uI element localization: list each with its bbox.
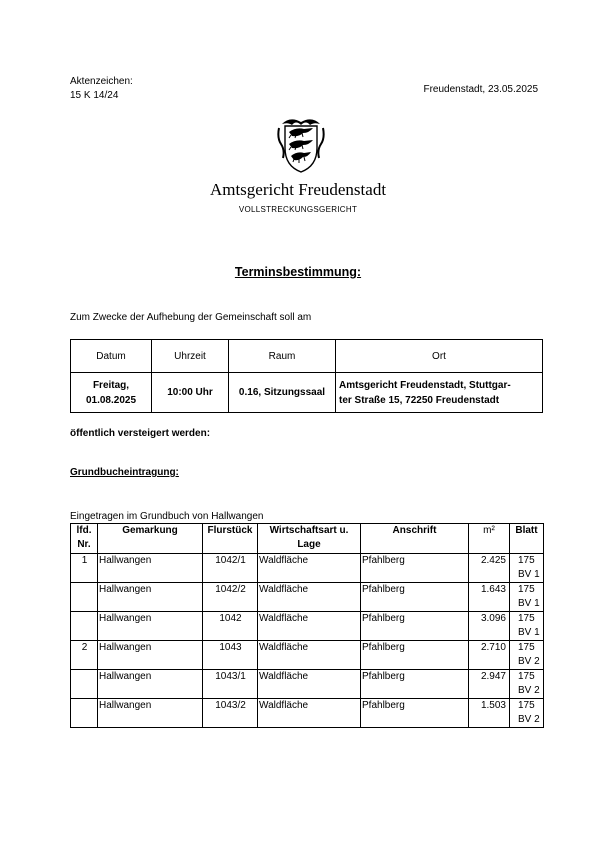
grundbuch-heading: Grundbucheintragung: — [70, 467, 179, 478]
blatt-line-2: BV 2 — [518, 656, 540, 667]
header-raum: Raum — [229, 340, 336, 373]
document-title: Terminsbestimmung: — [234, 265, 362, 279]
cell-blatt — [510, 699, 544, 728]
cell-blatt — [510, 554, 544, 583]
cell-qm: 1.503 — [469, 699, 510, 728]
versteigert-text: öffentlich versteigert werden: — [70, 428, 211, 439]
grundbuch-body — [71, 554, 544, 728]
blatt-line-1: 175 — [518, 555, 535, 566]
court-name: Amtsgericht Freudenstadt — [209, 180, 387, 199]
header-flurstueck: Flurstück — [203, 524, 258, 554]
termin-table — [70, 339, 543, 413]
header-lfd-line-1: lfd. — [76, 525, 92, 536]
header-wirtschaftsart — [258, 524, 361, 554]
cell-flurstueck: 1043/2 — [203, 699, 258, 728]
table-row — [71, 641, 544, 670]
cell-qm: 1.643 — [469, 583, 510, 612]
grundbuch-intro: Eingetragen im Grundbuch von Hallwangen — [70, 511, 264, 522]
cell-blatt — [510, 612, 544, 641]
cell-wirtschaftsart: Waldfläche — [258, 641, 361, 670]
blatt-line-1: 175 — [518, 584, 535, 595]
table-row — [71, 612, 544, 641]
cell-anschrift: Pfahlberg — [361, 612, 469, 641]
cell-anschrift: Pfahlberg — [361, 670, 469, 699]
termin-header-row — [71, 340, 543, 373]
cell-wirtschaftsart: Waldfläche — [258, 554, 361, 583]
cell-lfd — [71, 612, 98, 641]
blatt-line-1: 175 — [518, 671, 535, 682]
cell-datum — [71, 373, 152, 413]
blatt-line-1: 175 — [518, 613, 535, 624]
header-ort: Ort — [336, 340, 543, 373]
blatt-line-2: BV 1 — [518, 627, 540, 638]
cell-gemarkung: Hallwangen — [98, 554, 203, 583]
cell-blatt — [510, 670, 544, 699]
header-qm: m² — [469, 524, 510, 554]
table-row — [71, 670, 544, 699]
cell-gemarkung: Hallwangen — [98, 583, 203, 612]
cell-wirtschaftsart: Waldfläche — [258, 670, 361, 699]
aktenzeichen-value: 15 K 14/24 — [70, 90, 119, 101]
cell-anschrift: Pfahlberg — [361, 641, 469, 670]
court-department: VOLLSTRECKUNGSGERICHT — [238, 205, 358, 214]
grundbuch-table — [70, 523, 544, 728]
cell-qm: 3.096 — [469, 612, 510, 641]
header-gemarkung: Gemarkung — [98, 524, 203, 554]
cell-flurstueck: 1042 — [203, 612, 258, 641]
termin-row — [71, 373, 543, 413]
cell-lfd — [71, 670, 98, 699]
aktenzeichen-label: Aktenzeichen: — [70, 76, 133, 87]
cell-wirtschaftsart: Waldfläche — [258, 583, 361, 612]
cell-wirtschaftsart: Waldfläche — [258, 699, 361, 728]
cell-flurstueck: 1043 — [203, 641, 258, 670]
grundbuch-header-row — [71, 524, 544, 554]
cell-gemarkung: Hallwangen — [98, 670, 203, 699]
cell-wirtschaftsart: Waldfläche — [258, 612, 361, 641]
header-blatt: Blatt — [510, 524, 544, 554]
cell-blatt — [510, 583, 544, 612]
blatt-line-2: BV 2 — [518, 685, 540, 696]
cell-uhrzeit: 10:00 Uhr — [152, 373, 229, 413]
cell-qm: 2.710 — [469, 641, 510, 670]
cell-ort — [336, 373, 543, 413]
blatt-line-2: BV 2 — [518, 714, 540, 725]
cell-qm: 2.425 — [469, 554, 510, 583]
cell-raum: 0.16, Sitzungssaal — [229, 373, 336, 413]
cell-lfd: 2 — [71, 641, 98, 670]
ort-line-1: Amtsgericht Freudenstadt, Stuttgar- — [339, 379, 511, 391]
header-uhrzeit: Uhrzeit — [152, 340, 229, 373]
cell-anschrift: Pfahlberg — [361, 583, 469, 612]
blatt-line-2: BV 1 — [518, 569, 540, 580]
cell-anschrift: Pfahlberg — [361, 554, 469, 583]
cell-qm: 2.947 — [469, 670, 510, 699]
header-lfd — [71, 524, 98, 554]
header-datum: Datum — [71, 340, 152, 373]
coat-of-arms-icon — [276, 114, 326, 174]
cell-flurstueck: 1042/1 — [203, 554, 258, 583]
cell-gemarkung: Hallwangen — [98, 612, 203, 641]
header-wirtschaftsart-line-1: Wirtschaftsart u. — [269, 525, 349, 536]
header-anschrift: Anschrift — [361, 524, 469, 554]
blatt-line-1: 175 — [518, 700, 535, 711]
datum-line-1: Freitag, — [92, 379, 130, 391]
cell-lfd — [71, 583, 98, 612]
cell-lfd: 1 — [71, 554, 98, 583]
header-lfd-line-2: Nr. — [77, 539, 91, 550]
cell-gemarkung: Hallwangen — [98, 641, 203, 670]
table-row — [71, 583, 544, 612]
ort-line-2: ter Straße 15, 72250 Freudenstadt — [339, 394, 500, 406]
cell-flurstueck: 1043/1 — [203, 670, 258, 699]
blatt-line-2: BV 1 — [518, 598, 540, 609]
place-date: Freudenstadt, 23.05.2025 — [423, 84, 538, 95]
table-row — [71, 554, 544, 583]
datum-line-2: 01.08.2025 — [85, 394, 137, 406]
cell-flurstueck: 1042/2 — [203, 583, 258, 612]
intro-text: Zum Zwecke der Aufhebung der Gemeinschaft soll am — [70, 312, 312, 323]
cell-lfd — [71, 699, 98, 728]
cell-blatt — [510, 641, 544, 670]
table-row — [71, 699, 544, 728]
blatt-line-1: 175 — [518, 642, 535, 653]
cell-anschrift: Pfahlberg — [361, 699, 469, 728]
header-wirtschaftsart-line-2: Lage — [297, 539, 321, 550]
cell-gemarkung: Hallwangen — [98, 699, 203, 728]
